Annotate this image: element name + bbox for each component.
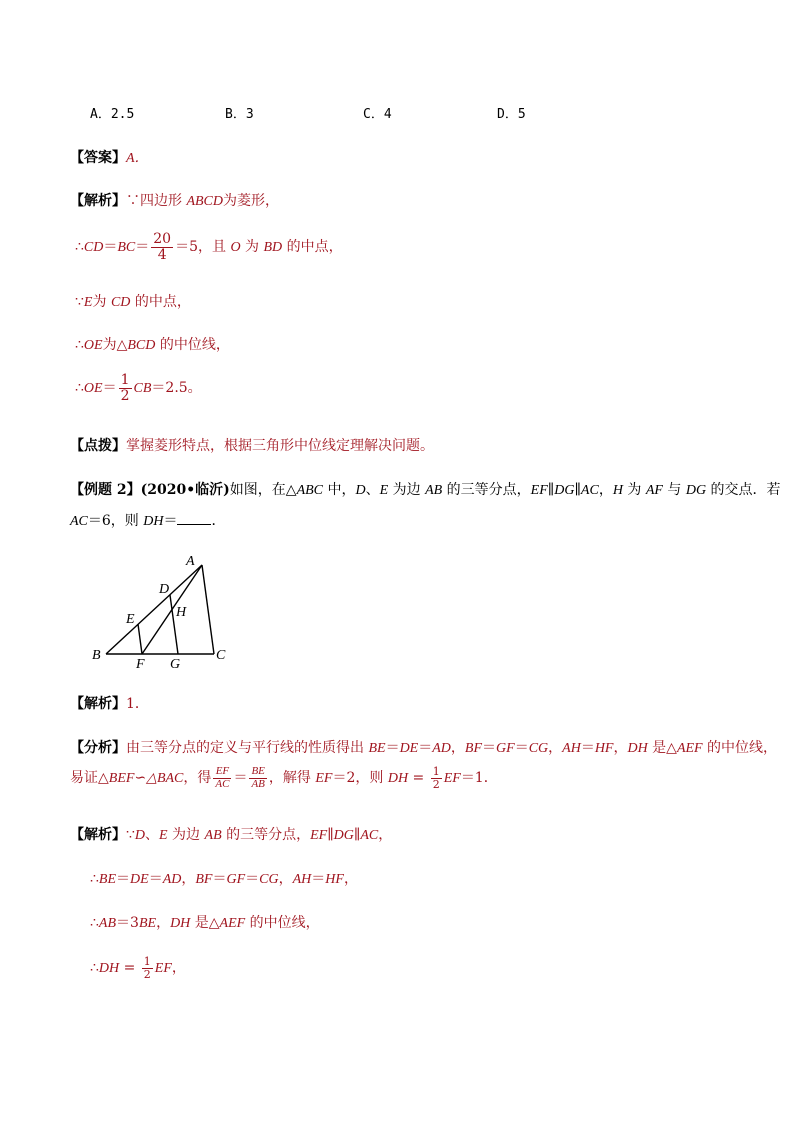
text: ， [171,960,186,977]
var: △BAC [146,771,184,787]
text: ， [598,482,613,498]
answer-label: 【答案】 [70,150,126,166]
text: ＝5，且 [175,239,231,256]
var: EF [154,961,172,977]
var: BD [263,240,283,256]
text: ，得 [183,770,212,787]
label-a: A [186,554,195,569]
var: BF [195,872,213,887]
text: ＝2，则 [332,770,388,787]
answer-2-value: 1． [126,696,149,712]
text: 的中位线， [155,337,230,353]
side-ab [106,565,202,654]
var: AH [292,872,312,887]
text: ， [343,871,358,887]
option-c: C．4 [363,107,392,122]
triangle-figure [88,550,248,670]
text: 、 [145,827,160,843]
tip-label: 【点拨】 [70,438,126,454]
text: ， [613,740,628,756]
var: EF [443,771,461,787]
label-b: B [92,648,101,663]
text: 、 [365,482,380,498]
var: DH [627,741,648,756]
fraction: $\frac{1}{2}$ [432,765,440,791]
var: CD [110,295,131,310]
answer-blank [177,512,211,525]
analysis-1-line-5 [75,373,202,403]
answer-value: A． [126,151,149,166]
label-e: E [126,612,135,627]
fraction: $\frac{1}{2}$ [143,955,151,981]
text: ＝ [212,871,227,887]
segment-ef [138,624,142,654]
tip-1 [70,435,434,455]
text: ， [181,871,196,887]
text: ， [278,871,293,887]
fraction: $\frac{1}{2}$ [120,372,130,404]
text: ， [548,740,563,756]
var: O [230,240,241,256]
analysis-1-line-2 [75,232,343,262]
var: AEF [676,741,703,756]
answer-2-label: 【解析】 [70,696,126,712]
text: ＝ [233,770,248,787]
label-g: G [170,657,181,670]
text: 为△ [102,337,128,353]
text: 为菱形， [223,193,280,209]
var: DG [554,483,575,498]
answer-2 [70,693,149,713]
var: BE [368,741,386,756]
var: E [83,295,93,310]
var: E [159,828,168,843]
var: AD [162,872,182,887]
var: D [134,828,146,843]
var: DG [333,828,354,843]
text: ＝ [103,239,118,256]
analysis-1-line-4 [75,334,230,354]
text: ∴ [90,915,99,931]
text: ∴ [75,337,84,353]
text: ∥ [574,482,581,498]
text: ＝2.5。 [151,380,202,397]
var: CG [259,872,279,887]
text: ∽ [134,770,147,787]
var: EF [530,483,548,498]
analysis-label: 【解析】 [70,193,126,209]
var: AF [645,483,663,498]
var: DH [170,916,191,931]
var: AC [70,514,88,529]
var: BF [464,741,483,756]
fenxi-line-2 [70,766,498,790]
text: ． [211,513,226,529]
var: GF [226,872,246,887]
text: ＝ [418,740,433,756]
text: 为 [240,239,264,256]
text: ， [450,740,465,756]
fraction: $\frac{20}{4}$ [153,231,172,263]
text: ＝ [102,380,117,397]
text: ∥ [547,482,555,498]
text: ∴ [90,871,99,887]
text: ∵四边形 [126,193,187,209]
example-source: (2020•临沂) [140,482,230,498]
text: ＝ [385,740,400,756]
text: 与 [662,482,686,498]
text: ， [378,827,393,843]
var: AH [562,741,581,756]
text: ∴ [90,960,99,977]
var: BE [98,872,117,887]
analysis-2-label: 【解析】 [70,827,126,843]
text: ＝ [116,871,131,887]
text: ＝ [148,871,163,887]
var: E [379,483,389,498]
text: ， [156,915,171,931]
text: = [119,960,140,977]
text: 中， [323,482,356,498]
var: BEF [108,771,135,787]
label-h: H [176,605,187,620]
var: BCD [127,338,156,353]
text: ＝ [135,239,150,256]
text: 的三等分点， [442,482,531,498]
var: DE [399,741,419,756]
text: 为 [92,294,111,310]
label-d: D [159,582,170,597]
var: CG [528,741,549,756]
var: D [355,483,366,498]
text: 的中位线， [702,740,778,756]
option-d: D．5 [497,107,526,122]
analysis-2-line-4 [90,956,186,980]
var: AB [204,828,222,843]
var: ABC [296,483,324,498]
var: AB [98,916,117,931]
var: BC [117,240,136,256]
label-c: C [216,648,226,663]
option-b: B．3 [225,107,254,122]
text: 易证△ [70,770,109,787]
fraction: $\frac{BE}{AB}$ [251,765,265,790]
text: ＝ [514,740,529,756]
var: GF [496,741,515,756]
fraction: $\frac{EF}{AC}$ [215,765,230,790]
var: AC [580,483,599,498]
side-ac [202,565,214,654]
example-2-line-1 [70,479,781,499]
var: H [612,483,623,498]
text: 的中点， [130,294,191,310]
var: OE [83,381,103,397]
var: ABCD [186,194,224,209]
fenxi-line-1 [70,737,777,757]
text: 是△ [190,915,220,931]
text: ＝3 [116,915,139,931]
text: ＝ [163,513,178,529]
segment-dg [170,595,178,654]
var: AEF [219,916,246,931]
text: 的中位线， [245,915,320,931]
var: CD [83,240,104,256]
var: DG [685,483,707,498]
var: BE [138,916,157,931]
text: 如图，在△ [229,482,297,498]
text: 是△ [647,740,677,756]
text: 的中点， [282,239,343,256]
answer-1 [70,147,149,167]
text: 的交点．若 [706,482,781,498]
text: ＝ [482,740,497,756]
text: 为 [622,482,646,498]
text: 的三等分点， [221,827,311,843]
analysis-1-line-1 [70,190,279,210]
text: ＝ [245,871,260,887]
text: ＝ [580,740,595,756]
segment-af [142,565,202,654]
text: 为边 [167,827,205,843]
example-label: 【例题 2】 [70,482,141,498]
var: DH [98,961,120,977]
example-2-line-2 [70,510,225,530]
text: ∥ [353,827,361,843]
var: DH [387,771,409,787]
analysis-1-line-3 [75,291,191,311]
text: ＝6，则 [87,513,144,529]
var: DE [130,872,149,887]
text: 由三等分点的定义与平行线的性质得出 [126,740,369,756]
var: AB [425,483,443,498]
label-f: F [136,657,145,670]
text: ＝1． [460,770,498,787]
tip-text: 掌握菱形特点，根据三角形中位线定理解决问题。 [126,438,434,454]
var: DH [143,514,164,529]
analysis-2-line-2 [90,868,358,888]
var: AC [360,828,379,843]
text: ∵ [126,827,135,843]
var: EF [315,771,333,787]
text: ∵ [75,294,84,310]
option-a: A．2.5 [90,107,135,122]
fenxi-label: 【分析】 [70,740,126,756]
text: ∴ [75,380,84,397]
var: HF [325,872,344,887]
text: ，解得 [268,770,316,787]
text: 为边 [388,482,426,498]
text: ∥ [327,827,334,843]
text: = [408,770,429,787]
var: AD [432,741,451,756]
text: ∴ [75,239,84,256]
analysis-2-line-1 [70,824,392,844]
var: OE [83,338,103,353]
var: EF [310,828,328,843]
var: CB [133,381,152,397]
var: HF [594,741,614,756]
analysis-2-line-3 [90,912,320,932]
text: ＝ [311,871,326,887]
